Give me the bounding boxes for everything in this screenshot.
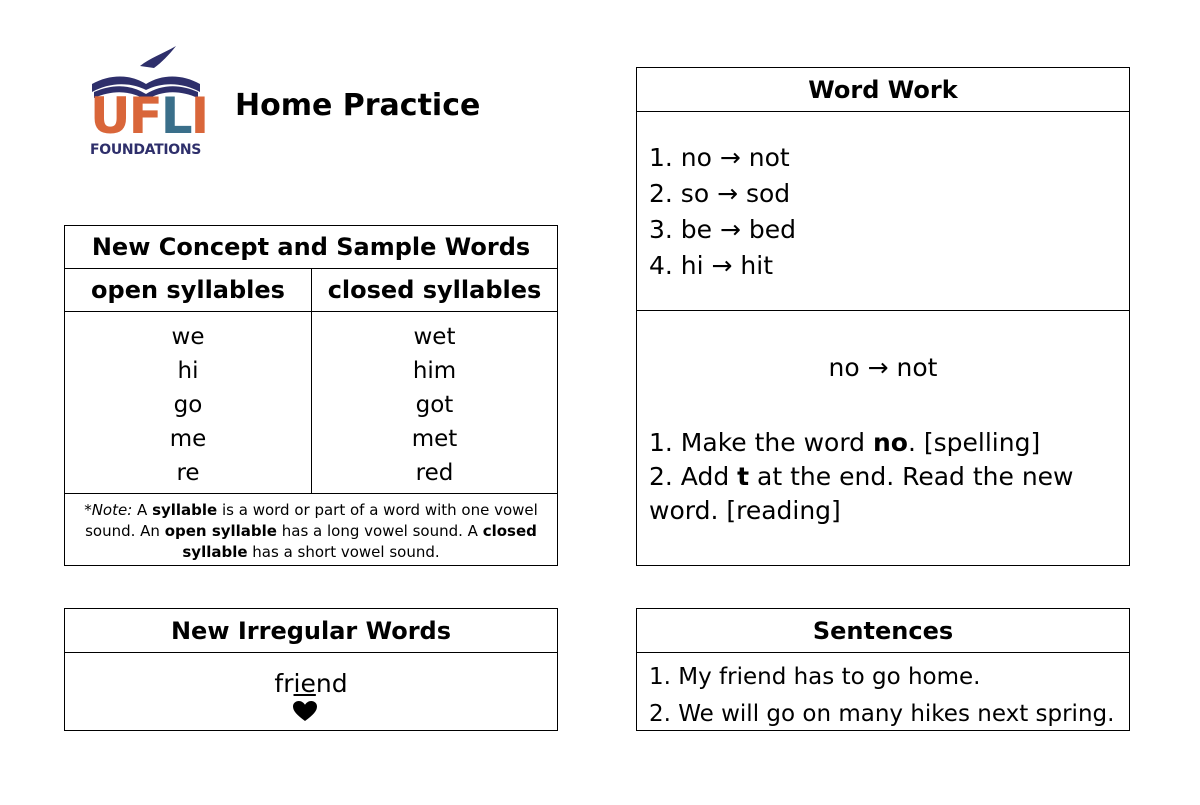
irregular-words-box bbox=[64, 608, 558, 731]
syllable-note bbox=[75, 500, 547, 563]
irregular-title: New Irregular Words bbox=[65, 609, 557, 653]
closed-word: red bbox=[415, 460, 454, 486]
step-bold: t bbox=[737, 462, 750, 491]
open-word: go bbox=[173, 392, 203, 418]
word-work-item: 4. hi → hit bbox=[649, 251, 774, 280]
sentence-item: 1. My friend has to go home. bbox=[649, 664, 981, 690]
word-work-item: 2. so → sod bbox=[649, 179, 791, 208]
sentences-title: Sentences bbox=[637, 609, 1129, 653]
open-word: re bbox=[176, 460, 200, 486]
note-text: has a short vowel sound. bbox=[247, 543, 440, 561]
open-word: hi bbox=[177, 358, 199, 384]
word-work-divider bbox=[637, 310, 1129, 311]
irregular-part: ie bbox=[293, 669, 316, 698]
closed-syllables-header: closed syllables bbox=[312, 269, 557, 312]
step-text: 1. Make the word bbox=[649, 428, 873, 457]
sentences-box bbox=[636, 608, 1130, 731]
step-2 bbox=[649, 460, 1121, 528]
note-text: A bbox=[132, 501, 153, 519]
word-work-title: Word Work bbox=[637, 68, 1129, 112]
word-work-item: 1. no → not bbox=[649, 143, 790, 172]
closed-word: wet bbox=[413, 324, 456, 350]
closed-word: met bbox=[411, 426, 458, 452]
open-word: me bbox=[169, 426, 207, 452]
word-work-steps bbox=[649, 426, 1121, 528]
step-1 bbox=[649, 426, 1121, 460]
page-title: Home Practice bbox=[235, 88, 481, 123]
word-work-box bbox=[636, 67, 1130, 566]
logo-subtitle: FOUNDATIONS bbox=[90, 142, 202, 158]
word-part: fr bbox=[274, 669, 294, 698]
step-bold: no bbox=[872, 428, 908, 457]
sentences-list bbox=[649, 659, 1125, 733]
note-term-open: open syllable bbox=[164, 522, 277, 540]
word-work-item: 3. be → bed bbox=[649, 215, 797, 244]
note-text: is a word or part of a word with one vowel sound. An bbox=[85, 501, 538, 540]
irregular-word bbox=[65, 669, 557, 699]
logo-text bbox=[90, 88, 206, 144]
closed-word: got bbox=[415, 392, 454, 418]
step-text: 2. Add bbox=[649, 462, 738, 491]
heart-icon bbox=[292, 700, 318, 722]
note-term-closed: closed syllable bbox=[182, 522, 537, 561]
word-work-list bbox=[649, 140, 1119, 284]
word-work-example: no → not bbox=[828, 353, 938, 382]
open-word: we bbox=[171, 324, 205, 350]
sentence-item: 2. We will go on many hikes next spring. bbox=[649, 701, 1115, 727]
concept-box bbox=[64, 225, 558, 566]
note-term-syllable: syllable bbox=[152, 501, 218, 519]
open-words-column bbox=[65, 312, 312, 494]
note-text: has a long vowel sound. A bbox=[276, 522, 483, 540]
word-part: nd bbox=[315, 669, 348, 698]
open-syllables-header: open syllables bbox=[65, 269, 312, 312]
closed-words-column bbox=[312, 312, 557, 494]
step-text: . [spelling] bbox=[907, 428, 1041, 457]
logo-f: F bbox=[128, 87, 161, 145]
logo-l: L bbox=[160, 87, 191, 145]
note-label: *Note: bbox=[84, 501, 133, 519]
logo-i: I bbox=[190, 87, 208, 145]
step-text: at the end. Read the new word. [reading] bbox=[649, 462, 1074, 525]
closed-word: him bbox=[412, 358, 457, 384]
concept-title: New Concept and Sample Words bbox=[65, 226, 557, 269]
ufli-logo bbox=[88, 44, 208, 164]
logo-u: U bbox=[90, 87, 129, 145]
